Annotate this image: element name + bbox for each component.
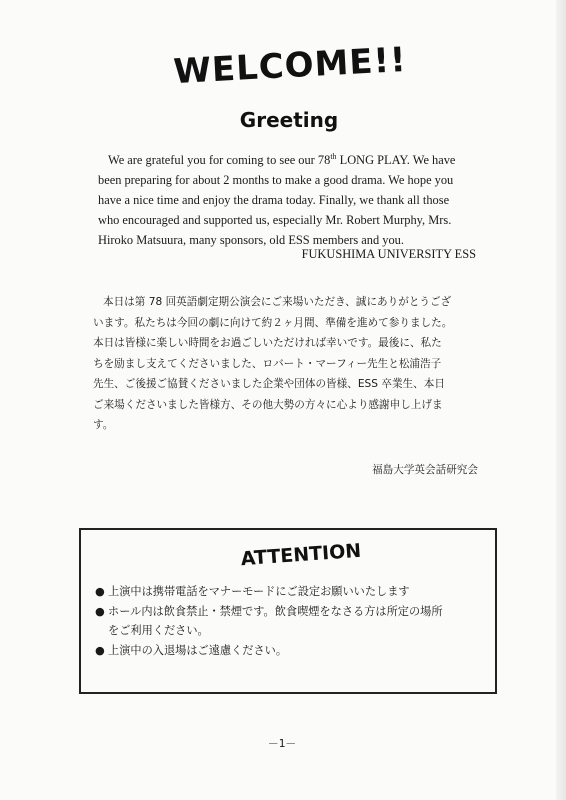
attention-box xyxy=(79,528,497,694)
bullet-icon: ● xyxy=(95,604,105,618)
english-line: been preparing for about 2 months to make a good drama. We hope you xyxy=(98,173,454,188)
attention-item-text: 上演中は携帯電話をマナーモードにご設定お願いいたします xyxy=(108,585,410,598)
english-signature: FUKUSHIMA UNIVERSITY ESS xyxy=(301,247,476,261)
japanese-line: 本日は皆様に楽しい時間をお過ごしいただければ幸いです。最後に、私た xyxy=(93,337,442,349)
attention-title: ATTENTION xyxy=(240,539,362,571)
japanese-signature: 福島大学英会話研究会 xyxy=(372,464,478,476)
attention-item xyxy=(95,641,485,661)
english-line-1-tail: LONG PLAY. We have xyxy=(336,153,456,168)
japanese-line: います。私たちは今回の劇に向けて約２ヶ月間、準備を進めて参りました。 xyxy=(93,316,453,329)
attention-item xyxy=(95,582,485,602)
attention-list xyxy=(95,582,485,660)
attention-item-text: ホール内は飲食禁止・禁煙です。飲食喫煙をなさる方は所定の場所 xyxy=(108,604,443,618)
attention-item-text: 上演中の入退場はご遠慮ください。 xyxy=(108,643,288,657)
english-line xyxy=(98,147,482,170)
japanese-line: ご来場くださいました皆様方、その他大勢の方々に心より感謝申し上げま xyxy=(93,398,443,411)
japanese-greeting xyxy=(93,292,485,436)
japanese-line: 先生、ご後援ご協賛くださいました企業や団体の皆様、ESS 卒業生、本日 xyxy=(93,378,445,390)
page-number: －1－ xyxy=(267,737,297,750)
scan-edge xyxy=(556,0,566,800)
ordinal-suffix: th xyxy=(330,152,337,161)
japanese-line: 本日は第 78 回英語劇定期公演会にご来場いただき、誠にありがとうござ xyxy=(103,296,452,308)
english-line: Hiroko Matsuura, many sponsors, old ESS members and you. xyxy=(98,233,404,248)
english-line-1-head: We are grateful you for coming to see our 78 xyxy=(108,153,331,168)
english-line: have a nice time and enjoy the drama today. Finally, we thank all those xyxy=(98,193,450,208)
japanese-line: す。 xyxy=(93,419,114,431)
japanese-line: ちを励まし支えてくださいました、ロバート・マーフィー先生と松浦浩子 xyxy=(93,357,442,370)
bullet-icon: ● xyxy=(95,585,105,598)
english-line: who encouraged and supported us, especially Mr. Robert Murphy, Mrs. xyxy=(98,213,452,228)
bullet-icon: ● xyxy=(95,643,105,657)
welcome-heading: WELCOME!! xyxy=(172,39,408,93)
attention-item xyxy=(95,602,485,622)
greeting-heading: Greeting xyxy=(239,108,339,132)
attention-item-continuation: をご利用ください。 xyxy=(108,624,209,637)
english-greeting xyxy=(98,147,482,250)
